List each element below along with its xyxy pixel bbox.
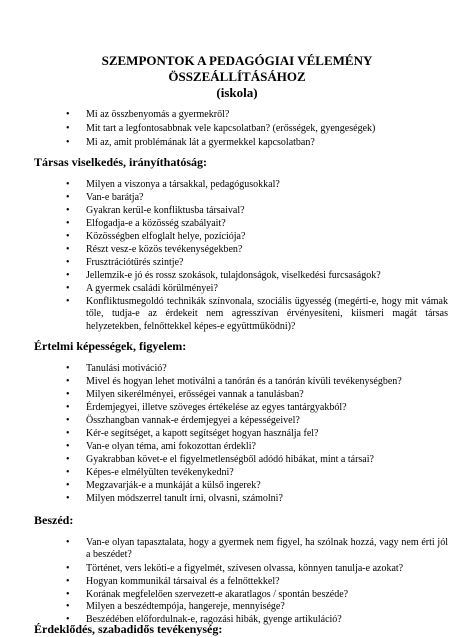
document-page: SZEMPONTOK A PEDAGÓGIAI VÉLEMÉNY ÖSSZEÁLLÍTÁSÁHOZ (iskola) • Mi az összbenyomás a gyermekről? • Mit tart a legfontosabbnak vele kapcsolatban? (erősségek, gyengeségek) • Mi az, amit problémának lát a gyermekkel kapcsolatban? Társas viselkedés, irányíthatóság: • Milyen a viszonya a társakkal, pedagógusokkal? • Van-e barátja? • Gyakran kerül-e konfliktusba társaival? • Elfogadja-e a közösség szabályait? • Közösségben elfoglalt helye, pozíciója? • Részt vesz-e közös tevékenységekben? • Frusztrációtűrés szintje? • Jellemzik-e jó és rossz szokások, tulajdonságok, viselkedési furcsaságok? • A gyermek családi körülményei? • Konfliktusmegoldó technikák színvonala, szociális ügyesség (megérti-e, hogy mit vámak tőle, tudja-e az érdekeit nem agresszívan érvényesíteni, kiismeri magát társas helyzetekben, felnőttekkel képes-e együttműködni)? Értelmi képességek, figyelem: • Tanulási motiváció? • Mivel és hogyan lehet motiválni a tanórán és a tanórán kívüli tevékenységben? • Milyen sikerélményei, erősségei vannak a tanulásban? • Érdemjegyei, illetve szöveges értékelése az egyes tantárgyakból? • Összhangban vannak-e érdemjegyei a képességeivel? • Kér-e segítséget, a kapott segítséget hogyan használja fel? • Van-e olyan téma, ami fokozottan érdekli? • Gyakrabban követ-e el figyelmetlenségből adódó hibákat, mint a társai? • Képes-e elmélyülten tevékenykedni? • Megzavarják-e a munkáját a külső ingerek? • Milyen módszerrel tanult írni, olvasni, számolni? Beszéd: • Van-e olyan tapasztalata, hogy a gyermek nem figyel, ha szólnak hozzá, vagy nem érti jól a beszédet? • Történet, vers leköti-e a figyelmét, szívesen olvassa, könnyen tanulja-e azokat? • Hogyan kommunikál társaival és a felnőttekkel? • Korának megfelelően szervezett-e akaratlagos / spontán beszéde? • Milyen a beszédtempója, hangereje, mennyisége? • Beszédében előfordulnak-e, ragozási hibák, gyenge artikuláció? Érdeklődés, szabadidős tevékenység: <box>0 0 474 632</box>
bullet-icon: • <box>66 480 70 491</box>
bullet-icon: • <box>66 270 70 281</box>
bullet-icon: • <box>66 441 70 452</box>
bullet-icon: • <box>66 179 70 190</box>
bullet-icon: • <box>66 402 70 413</box>
bullet-icon: • <box>66 283 70 294</box>
bullet-icon: • <box>66 493 70 504</box>
bullet-icon: • <box>66 467 70 478</box>
title-line-1: SZEMPONTOK A PEDAGÓGIAI VÉLEMÉNY <box>101 53 373 68</box>
bullet-icon: • <box>66 257 70 268</box>
bullet-icon: • <box>66 454 70 465</box>
bullet-icon: • <box>66 296 70 307</box>
bullet-icon: • <box>66 589 70 600</box>
bullet-icon: • <box>66 363 70 374</box>
bullet-icon: • <box>66 231 70 242</box>
title-line-3: (iskola) <box>216 85 258 100</box>
section-heading-erdeklodes: Érdeklődés, szabadidős tevékenység: <box>34 622 223 636</box>
bullet-icon: • <box>66 576 70 587</box>
bullet-icon: • <box>66 389 70 400</box>
bullet-icon: • <box>66 218 70 229</box>
section-heading-tarsas: Társas viselkedés, irányíthatóság: <box>34 155 208 169</box>
bullet-icon: • <box>66 537 70 548</box>
title-line-2: ÖSSZEÁLLÍTÁSÁHOZ <box>168 69 306 84</box>
bullet-icon: • <box>66 109 70 120</box>
section-heading-ertelmi: Értelmi képességek, figyelem: <box>34 339 187 353</box>
bullet-icon: • <box>66 601 70 612</box>
document-title <box>0 53 474 101</box>
section-heading-beszed: Beszéd: <box>34 513 74 527</box>
bullet-icon: • <box>66 415 70 426</box>
bullet-icon: • <box>66 428 70 439</box>
bullet-icon: • <box>66 614 70 625</box>
bullet-icon: • <box>66 563 70 574</box>
bullet-icon: • <box>66 244 70 255</box>
bullet-icon: • <box>66 376 70 387</box>
bullet-icon: • <box>66 205 70 216</box>
bullet-icon: • <box>66 123 70 134</box>
bullet-icon: • <box>66 192 70 203</box>
bullet-icon: • <box>66 137 70 148</box>
